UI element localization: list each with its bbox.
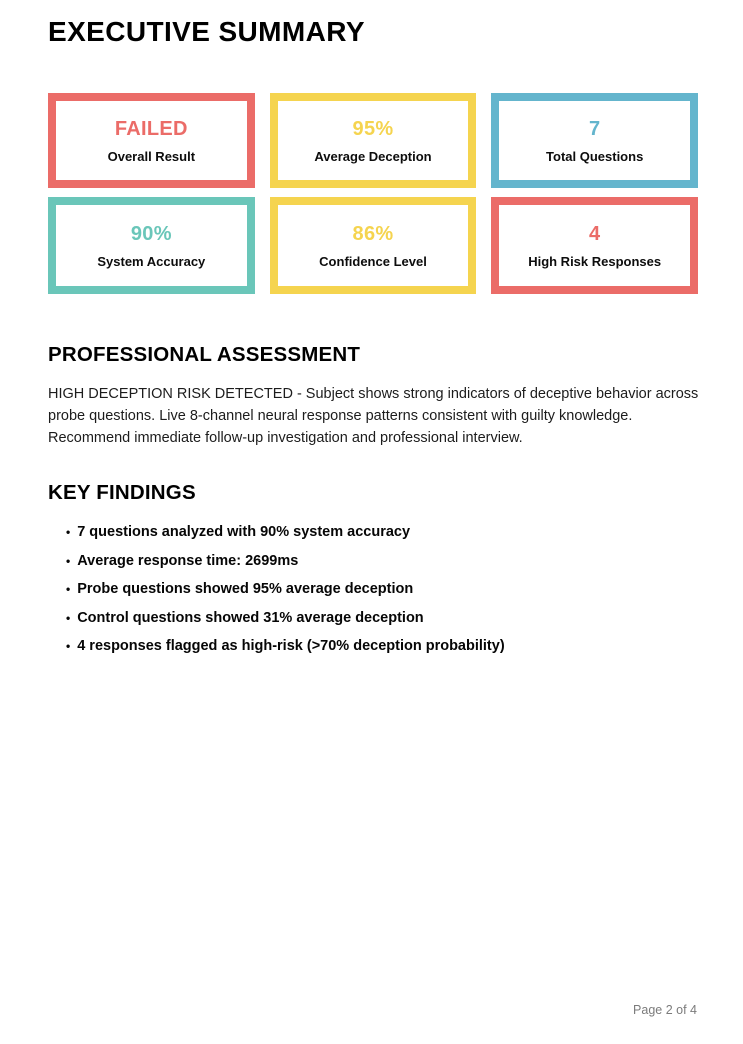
key-finding-text: Control questions showed 31% average deception: [77, 609, 424, 626]
bullet-icon: •: [66, 582, 71, 596]
stat-card-label: System Accuracy: [97, 253, 206, 269]
stat-card: [270, 197, 477, 294]
stat-card-label: Confidence Level: [319, 253, 427, 269]
bullet-icon: •: [66, 525, 71, 539]
professional-assessment-body: HIGH DECEPTION RISK DETECTED - Subject shows strong indicators of deceptive behavior across probe questions. Live 8-channel neural response patterns consistent with guilty knowledge. Recommend immediate follow-up investigation and professional interview.: [48, 386, 699, 446]
bullet-icon: •: [66, 610, 71, 625]
stat-card-value: 7: [588, 117, 601, 140]
bullet-icon: •: [66, 553, 71, 568]
stat-card-value: 95%: [352, 117, 394, 140]
page-number: Page 2 of 4: [633, 1003, 697, 1017]
key-finding-text: 4 responses flagged as high-risk (>70% deception probability): [77, 638, 505, 654]
stat-card: [48, 197, 255, 294]
stat-card-label: Total Questions: [546, 148, 644, 164]
stat-card: [491, 197, 698, 294]
stat-card: [270, 93, 477, 188]
stat-card-value: 86%: [352, 222, 394, 245]
stat-card-label: High Risk Responses: [528, 253, 662, 269]
key-finding-item: [66, 637, 505, 656]
professional-assessment-heading: PROFESSIONAL ASSESSMENT: [48, 343, 361, 366]
key-finding-text: 7 questions analyzed with 90% system accuracy: [77, 524, 411, 540]
stat-card-value: FAILED: [114, 117, 188, 140]
key-finding-text: Average response time: 2699ms: [77, 552, 299, 569]
stat-card-value: 4: [588, 222, 601, 245]
stat-card: [491, 93, 698, 188]
page-title: EXECUTIVE SUMMARY: [48, 16, 365, 47]
stat-card: [48, 93, 255, 188]
stat-card-label: Overall Result: [107, 148, 196, 164]
key-finding-item: [66, 523, 505, 542]
key-finding-item: [66, 609, 505, 628]
key-findings-heading: KEY FINDINGS: [48, 481, 196, 504]
stat-card-label: Average Deception: [314, 148, 432, 164]
key-findings-list: [66, 523, 505, 666]
summary-cards-grid: [48, 93, 698, 294]
key-finding-item: [66, 580, 505, 599]
key-finding-item: [66, 552, 505, 571]
key-finding-text: Probe questions showed 95% average deception: [77, 581, 414, 597]
stat-card-value: 90%: [130, 222, 172, 245]
bullet-icon: •: [66, 639, 71, 653]
